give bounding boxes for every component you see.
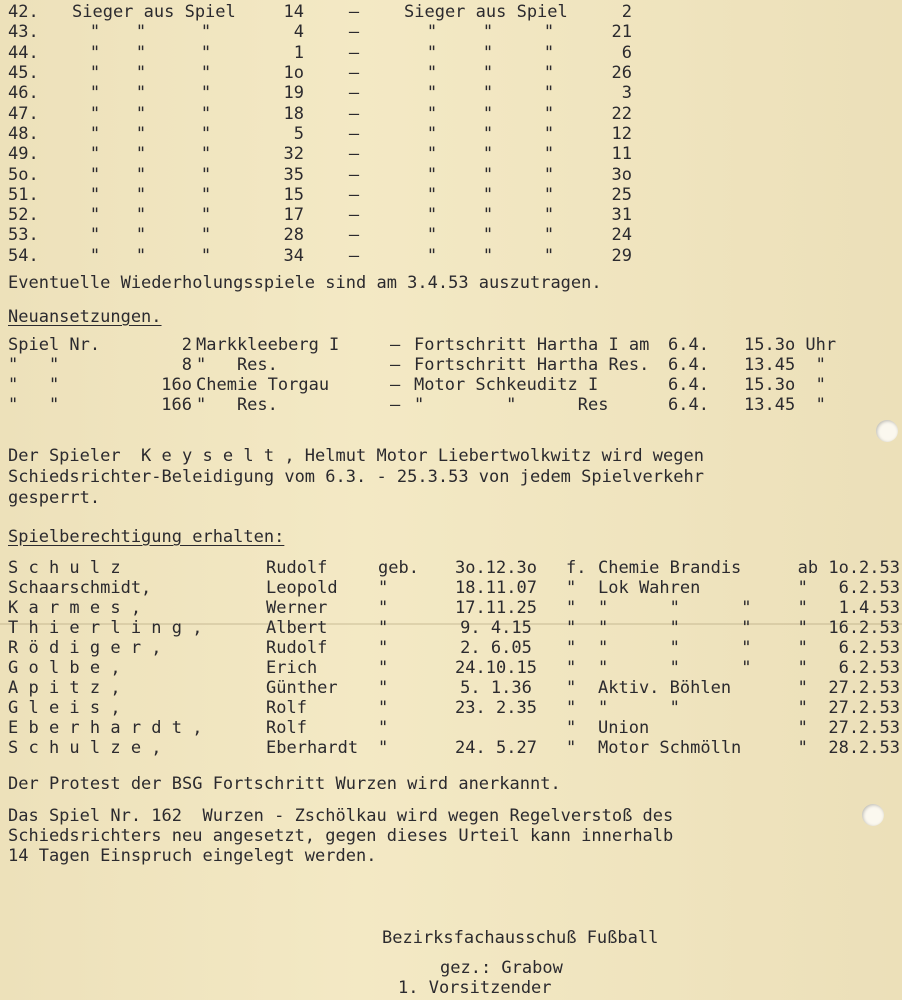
ditto-mark: " <box>89 245 101 266</box>
versus-dash: – <box>348 144 360 165</box>
ditto-mark: " <box>200 83 212 104</box>
ditto-mark: " <box>426 123 438 144</box>
round-pairings-table <box>8 2 632 266</box>
eligibility-row <box>8 618 900 638</box>
game-ref-left: 19 <box>283 83 304 104</box>
ditto-mark: " <box>482 205 494 226</box>
game-note-line-2: Schiedsrichters neu angesetzt, gegen dieses Urteil kann innerhalb <box>8 826 674 846</box>
game-ref-left: 34 <box>283 245 304 266</box>
born-label: geb. <box>378 558 419 578</box>
born-label: " <box>378 658 389 678</box>
valid-from: " 1.4.53 <box>797 598 900 618</box>
game-label: Spiel Nr. <box>8 335 101 355</box>
game-number: 8 <box>181 355 192 375</box>
ditto-mark: " <box>426 205 438 226</box>
ditto-mark: " <box>200 42 212 63</box>
round-number: 48. <box>8 123 39 144</box>
ditto-mark: " <box>543 103 555 124</box>
birth-date: 3o.12.3o <box>455 558 537 578</box>
club-name: " " " <box>598 598 752 618</box>
ditto-mark: " <box>89 123 101 144</box>
player-surname: T h i e r l i n g , <box>8 618 203 638</box>
punch-hole-bottom <box>862 804 884 826</box>
game-ref-right: 26 <box>611 63 632 84</box>
ditto-mark: " <box>135 144 147 165</box>
away-team: Fortschritt Hartha I am <box>414 335 650 355</box>
from-label: " <box>566 618 577 638</box>
from-label: " <box>566 718 577 738</box>
ditto-mark: " <box>543 42 555 63</box>
ditto-mark: " <box>200 63 212 84</box>
player-firstname: Rudolf <box>266 558 328 578</box>
round-row <box>8 205 632 225</box>
home-team: Markkleeberg I <box>196 335 340 355</box>
player-surname: E b e r h a r d t , <box>8 718 203 738</box>
game-ref-left: 28 <box>283 225 304 246</box>
rescheduled-row <box>8 355 888 375</box>
from-label: " <box>566 738 577 758</box>
ditto-mark: " <box>89 184 101 205</box>
from-label: " <box>566 578 577 598</box>
eligibility-row <box>8 678 900 698</box>
rescheduled-games-table <box>8 335 888 415</box>
round-row <box>8 43 632 63</box>
player-firstname: Eberhardt <box>266 738 359 758</box>
player-firstname: Rudolf <box>266 638 328 658</box>
club-name: " " <box>598 698 680 718</box>
ditto-mark: " <box>482 63 494 84</box>
game-label: " " <box>8 355 60 375</box>
club-name: " " " <box>598 638 752 658</box>
ditto-mark: " <box>426 164 438 185</box>
home-team: Chemie Torgau <box>196 375 330 395</box>
eligibility-row <box>8 698 900 718</box>
ditto-mark: " <box>200 225 212 246</box>
ditto-mark: " <box>543 205 555 226</box>
rescheduled-row <box>8 395 888 415</box>
born-label: " <box>378 638 389 658</box>
round-number: 44. <box>8 42 39 63</box>
round-row <box>8 185 632 205</box>
game-ref-right: 3o <box>611 164 632 185</box>
ditto-mark: " <box>482 123 494 144</box>
game-number: 16o <box>161 375 192 395</box>
neuansetzungen-heading: Neuansetzungen. <box>8 307 162 327</box>
born-label: " <box>378 738 389 758</box>
valid-from: " 16.2.53 <box>797 618 900 638</box>
game-ref-right: 24 <box>611 225 632 246</box>
ditto-mark: " <box>543 245 555 266</box>
club-name: Aktiv. Böhlen <box>598 678 732 698</box>
player-firstname: Rolf <box>266 718 307 738</box>
game-ref-right: 2 <box>621 2 632 23</box>
game-ref-left: 18 <box>283 103 304 124</box>
player-firstname: Leopold <box>266 578 338 598</box>
round-number: 43. <box>8 22 39 43</box>
versus-dash: – <box>390 335 401 355</box>
ditto-mark: " <box>89 144 101 165</box>
game-date: 6.4. <box>668 335 709 355</box>
game-date: 6.4. <box>668 355 709 375</box>
game-label: " " <box>8 375 60 395</box>
round-row <box>8 22 632 42</box>
round-row <box>8 246 632 266</box>
ditto-mark: " <box>135 123 147 144</box>
valid-from: " 27.2.53 <box>797 698 900 718</box>
ditto-mark: " <box>543 63 555 84</box>
round-number: 46. <box>8 83 39 104</box>
ditto-mark: " <box>426 144 438 165</box>
home-team: " Res. <box>196 395 278 415</box>
round-row <box>8 164 632 184</box>
ditto-mark: " <box>482 22 494 43</box>
ditto-mark: " <box>135 83 147 104</box>
ditto-mark: " <box>426 63 438 84</box>
ditto-mark: " <box>543 144 555 165</box>
eligibility-row <box>8 638 900 658</box>
ditto-mark: " <box>482 83 494 104</box>
ditto-mark: " <box>482 164 494 185</box>
ditto-mark: " <box>543 83 555 104</box>
kickoff-time: 13.45 " <box>744 395 826 415</box>
player-surname: A p i t z , <box>8 678 121 698</box>
home-team: " Res. <box>196 355 278 375</box>
born-label: " <box>378 718 389 738</box>
player-surname: S c h u l z <box>8 558 121 578</box>
ditto-mark: " <box>89 63 101 84</box>
ditto-mark: " <box>200 144 212 165</box>
valid-from: " 6.2.53 <box>797 578 900 598</box>
versus-dash: – <box>348 63 360 84</box>
birth-date: 18.11.07 <box>455 578 537 598</box>
birth-date: 9. 4.15 <box>460 618 532 638</box>
valid-from: " 27.2.53 <box>797 678 900 698</box>
signature-name: gez.: Grabow <box>440 958 563 978</box>
player-firstname: Rolf <box>266 698 307 718</box>
ditto-mark: " <box>482 225 494 246</box>
ditto-mark: " <box>482 42 494 63</box>
signature-role: 1. Vorsitzender <box>398 978 552 998</box>
game-ref-left: 4 <box>293 22 304 43</box>
birth-date <box>426 718 566 738</box>
born-label: " <box>378 698 389 718</box>
eligibility-row <box>8 718 900 738</box>
from-label: " <box>566 678 577 698</box>
eligibility-row <box>8 658 900 678</box>
ditto-mark: " <box>200 164 212 185</box>
versus-dash: – <box>348 22 360 43</box>
ditto-mark: " <box>426 245 438 266</box>
versus-dash: – <box>390 355 401 375</box>
ditto-mark: " <box>135 103 147 124</box>
versus-dash: – <box>348 164 360 185</box>
round-number: 45. <box>8 63 39 84</box>
game-ref-right: 12 <box>611 123 632 144</box>
eligibility-table <box>8 558 900 758</box>
from-label: " <box>566 658 577 678</box>
player-firstname: Werner <box>266 598 328 618</box>
away-team: " " Res <box>414 395 609 415</box>
ditto-mark: " <box>426 83 438 104</box>
ditto-mark: " <box>482 245 494 266</box>
versus-dash: – <box>348 245 360 266</box>
game-ref-right: 6 <box>621 42 632 63</box>
ditto-mark: " <box>426 103 438 124</box>
ban-text-line-1: Der Spieler K e y s e l t , Helmut Motor Liebertwolkwitz wird wegen <box>8 446 704 466</box>
versus-dash: – <box>348 184 360 205</box>
game-ref-right: 21 <box>611 22 632 43</box>
ditto-mark: " <box>426 42 438 63</box>
club-name: Chemie Brandis <box>598 558 742 578</box>
birth-date: 5. 1.36 <box>460 678 532 698</box>
round-row <box>8 83 632 103</box>
ditto-mark: " <box>89 225 101 246</box>
eligibility-row <box>8 558 900 578</box>
ditto-mark: " <box>200 205 212 226</box>
kickoff-time: 15.3o Uhr <box>744 335 837 355</box>
game-ref-left: 35 <box>283 164 304 185</box>
rescheduled-row <box>8 375 888 395</box>
ditto-mark: " <box>135 184 147 205</box>
ditto-mark: " <box>89 42 101 63</box>
round-row <box>8 63 632 83</box>
from-label: " <box>566 698 577 718</box>
kickoff-time: 15.3o " <box>744 375 826 395</box>
signature-organization: Bezirksfachausschuß Fußball <box>382 928 659 948</box>
from-label: " <box>566 598 577 618</box>
ditto-mark: " <box>135 225 147 246</box>
kickoff-time: 13.45 " <box>744 355 826 375</box>
game-number: 2 <box>181 335 192 355</box>
player-surname: K a r m e s , <box>8 598 142 618</box>
ditto-mark: " <box>135 63 147 84</box>
club-name: Lok Wahren <box>598 578 701 598</box>
game-ref-right: 31 <box>611 205 632 226</box>
player-firstname: Erich <box>266 658 318 678</box>
game-number: 166 <box>161 395 192 415</box>
valid-from: ab 1o.2.53 <box>797 558 900 578</box>
ban-text-line-3: gesperrt. <box>8 488 101 508</box>
game-note-line-1: Das Spiel Nr. 162 Wurzen - Zschölkau wird wegen Regelverstoß des <box>8 806 674 826</box>
game-note-line-3: 14 Tagen Einspruch eingelegt werden. <box>8 846 377 866</box>
game-date: 6.4. <box>668 375 709 395</box>
birth-date: 23. 2.35 <box>455 698 537 718</box>
game-ref-right: 3 <box>621 83 632 104</box>
away-team: Fortschritt Hartha Res. <box>414 355 650 375</box>
versus-dash: – <box>348 83 360 104</box>
eligibility-row <box>8 578 900 598</box>
ditto-mark: " <box>135 245 147 266</box>
game-ref-left: 32 <box>283 144 304 165</box>
player-surname: R ö d i g e r , <box>8 638 162 658</box>
valid-from: " 6.2.53 <box>797 658 900 678</box>
round-number: 54. <box>8 245 39 266</box>
round-number: 47. <box>8 103 39 124</box>
ditto-mark: " <box>543 184 555 205</box>
game-ref-left: 5 <box>293 123 304 144</box>
ditto-mark: " <box>200 184 212 205</box>
round-number: 52. <box>8 205 39 226</box>
birth-date: 24. 5.27 <box>455 738 537 758</box>
game-ref-right: 22 <box>611 103 632 124</box>
ditto-mark: " <box>135 42 147 63</box>
replay-note: Eventuelle Wiederholungsspiele sind am 3.4.53 auszutragen. <box>8 273 602 293</box>
game-ref-right: 29 <box>611 245 632 266</box>
ditto-mark: " <box>543 123 555 144</box>
player-surname: S c h u l z e , <box>8 738 162 758</box>
ditto-mark: " <box>200 123 212 144</box>
ditto-mark: " <box>135 164 147 185</box>
versus-dash: – <box>390 375 401 395</box>
round-number: 5o. <box>8 164 39 185</box>
club-name: Union <box>598 718 650 738</box>
versus-dash: – <box>348 225 360 246</box>
ditto-mark: " <box>426 184 438 205</box>
eligibility-row <box>8 598 900 618</box>
player-surname: G o l b e , <box>8 658 121 678</box>
ditto-mark: " <box>135 22 147 43</box>
club-name: Motor Schmölln <box>598 738 742 758</box>
game-ref-left: 17 <box>283 205 304 226</box>
game-label: " " <box>8 395 60 415</box>
birth-date: 17.11.25 <box>455 598 537 618</box>
ditto-mark: " <box>200 103 212 124</box>
club-name: " " " <box>598 618 752 638</box>
rescheduled-row <box>8 335 888 355</box>
player-firstname: Albert <box>266 618 328 638</box>
born-label: " <box>378 678 389 698</box>
game-ref-left: 15 <box>283 184 304 205</box>
ditto-mark: " <box>482 144 494 165</box>
away-team: Motor Schkeuditz I <box>414 375 599 395</box>
ditto-mark: " <box>89 205 101 226</box>
game-ref-right: 11 <box>611 144 632 165</box>
game-ref-right: 25 <box>611 184 632 205</box>
eligibility-row <box>8 738 900 758</box>
round-row <box>8 144 632 164</box>
player-surname: G l e i s , <box>8 698 121 718</box>
born-label: " <box>378 578 389 598</box>
versus-dash: – <box>348 103 360 124</box>
versus-dash: – <box>348 2 360 23</box>
versus-dash: – <box>348 123 360 144</box>
player-surname: Schaarschmidt, <box>8 578 152 598</box>
punch-hole-top <box>876 420 898 442</box>
ditto-mark: " <box>89 83 101 104</box>
versus-dash: – <box>390 395 401 415</box>
round-row <box>8 2 632 22</box>
valid-from: " 27.2.53 <box>797 718 900 738</box>
protest-note: Der Protest der BSG Fortschritt Wurzen wird anerkannt. <box>8 774 561 794</box>
ditto-mark: " <box>200 245 212 266</box>
winner-label-right: Sieger aus Spiel <box>404 2 568 23</box>
ditto-mark: " <box>426 225 438 246</box>
ditto-mark: " <box>543 225 555 246</box>
round-row <box>8 225 632 245</box>
round-row <box>8 103 632 123</box>
round-number: 53. <box>8 225 39 246</box>
versus-dash: – <box>348 42 360 63</box>
valid-from: " 28.2.53 <box>797 738 900 758</box>
ban-text-line-2: Schiedsrichter-Beleidigung vom 6.3. - 25.3.53 von jedem Spielverkehr <box>8 467 704 487</box>
round-row <box>8 124 632 144</box>
birth-date: 24.10.15 <box>455 658 537 678</box>
ditto-mark: " <box>543 22 555 43</box>
ditto-mark: " <box>543 164 555 185</box>
ditto-mark: " <box>482 184 494 205</box>
game-ref-left: 1 <box>293 42 304 63</box>
from-label: f. <box>566 558 587 578</box>
ditto-mark: " <box>89 22 101 43</box>
born-label: " <box>378 598 389 618</box>
game-date: 6.4. <box>668 395 709 415</box>
ditto-mark: " <box>135 205 147 226</box>
round-number: 42. <box>8 2 39 23</box>
valid-from: " 6.2.53 <box>797 638 900 658</box>
spielberechtigung-heading: Spielberechtigung erhalten: <box>8 527 285 547</box>
game-ref-left: 1o <box>283 63 304 84</box>
born-label: " <box>378 618 389 638</box>
ditto-mark: " <box>200 22 212 43</box>
ditto-mark: " <box>426 22 438 43</box>
ditto-mark: " <box>89 103 101 124</box>
ditto-mark: " <box>89 164 101 185</box>
winner-label-left: Sieger aus Spiel <box>72 2 236 23</box>
round-number: 51. <box>8 184 39 205</box>
birth-date: 2. 6.05 <box>460 638 532 658</box>
round-number: 49. <box>8 144 39 165</box>
club-name: " " " <box>598 658 752 678</box>
from-label: " <box>566 638 577 658</box>
player-firstname: Günther <box>266 678 338 698</box>
versus-dash: – <box>348 205 360 226</box>
game-ref-left: 14 <box>283 2 304 23</box>
ditto-mark: " <box>482 103 494 124</box>
